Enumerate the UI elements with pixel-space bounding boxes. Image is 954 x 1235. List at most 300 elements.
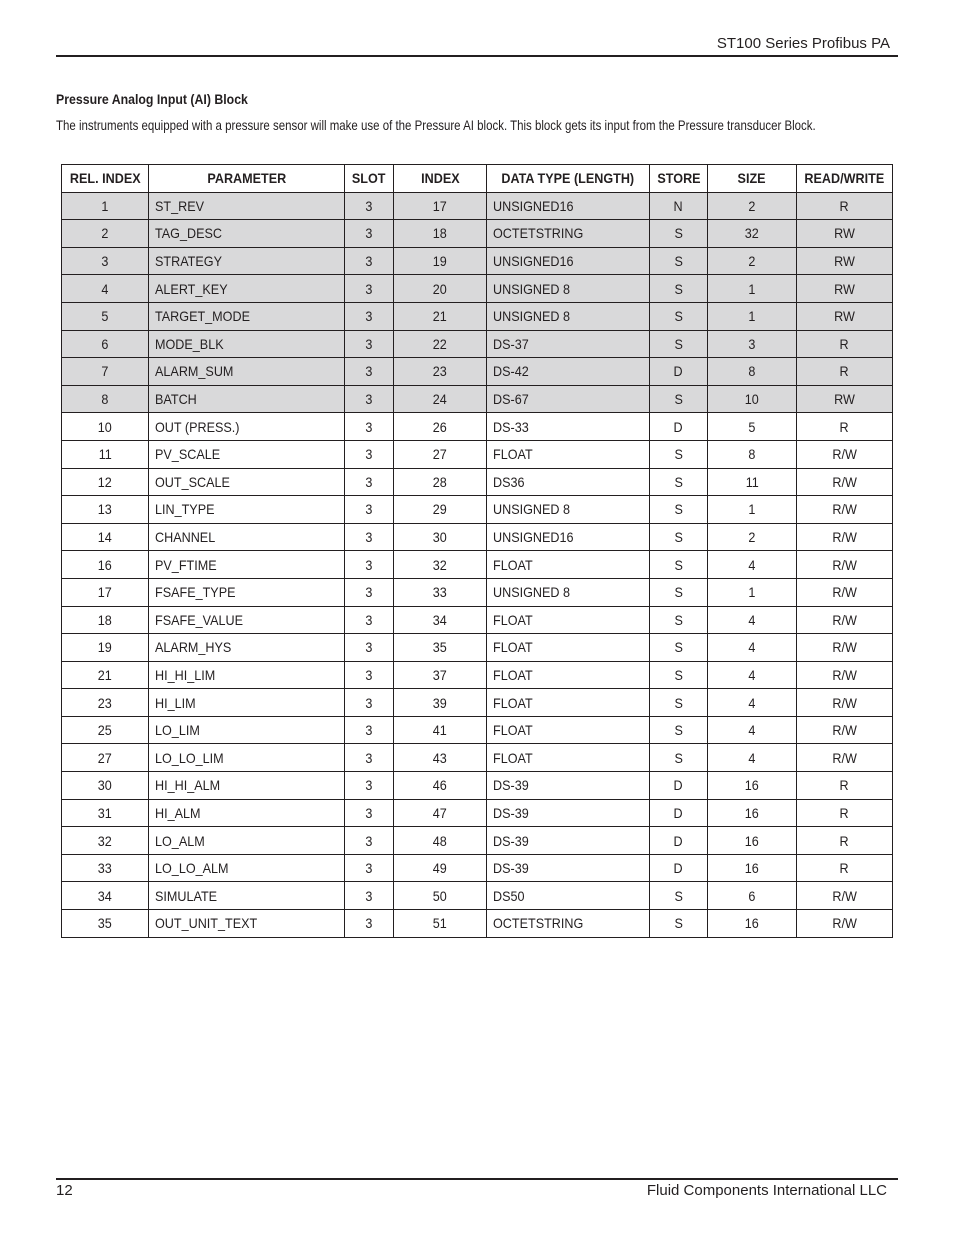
table-cell-value: S [674, 639, 683, 656]
table-cell-value: 3 [365, 391, 373, 408]
column-header [487, 165, 650, 193]
table-row [62, 799, 893, 827]
table-cell [487, 910, 650, 938]
table-cell [345, 496, 394, 524]
table-cell [708, 385, 797, 413]
table-cell [650, 827, 708, 855]
table-cell-value: 16 [744, 832, 760, 849]
table-cell-value: 51 [432, 915, 448, 932]
table-cell-value: FLOAT [493, 639, 533, 656]
table-cell [650, 606, 708, 634]
table-cell-value: 4 [748, 722, 756, 739]
table-cell-value: 26 [432, 418, 448, 435]
table-cell-value: S [674, 584, 683, 601]
table-cell-value: 27 [97, 749, 113, 766]
table-cell [797, 192, 893, 220]
table-cell [394, 827, 487, 855]
table-cell-value: FLOAT [493, 694, 533, 711]
table-cell-value: 12 [97, 473, 113, 490]
table-row [62, 772, 893, 800]
table-cell [487, 358, 650, 386]
table-cell-value: 21 [97, 666, 113, 683]
table-cell [394, 578, 487, 606]
parameter-table [61, 164, 893, 938]
table-row [62, 689, 893, 717]
column-header [345, 165, 394, 193]
table-cell-value: R [839, 777, 850, 794]
table-cell [394, 192, 487, 220]
table-cell [708, 220, 797, 248]
table-cell [650, 358, 708, 386]
table-cell-value: 47 [432, 804, 448, 821]
table-cell-value: 29 [432, 501, 448, 518]
column-header-label: SLOT [352, 170, 386, 187]
table-cell-value: 3 [365, 473, 373, 490]
table-cell [62, 772, 149, 800]
table-cell [345, 385, 394, 413]
table-cell-value: ALERT_KEY [155, 280, 228, 297]
table-cell [345, 413, 394, 441]
column-header-label: READ/WRITE [804, 170, 885, 187]
table-cell-value: D [673, 363, 684, 380]
table-cell-value: S [674, 887, 683, 904]
table-cell-value: 6 [101, 335, 109, 352]
table-cell [797, 523, 893, 551]
table-cell [149, 827, 345, 855]
table-cell [62, 551, 149, 579]
table-header-row [62, 165, 893, 193]
table-cell [797, 716, 893, 744]
table-cell [487, 882, 650, 910]
table-cell-value: 3 [365, 804, 373, 821]
table-cell-value: RW [834, 225, 855, 242]
table-cell-value: S [674, 529, 683, 546]
table-cell [650, 551, 708, 579]
table-cell [797, 440, 893, 468]
table-cell [149, 220, 345, 248]
column-header-label: INDEX [420, 170, 460, 187]
table-cell [650, 330, 708, 358]
table-cell-value: 10 [97, 418, 113, 435]
table-cell-value: HI_HI_LIM [155, 666, 216, 683]
table-cell [487, 440, 650, 468]
table-cell-value: UNSIGNED 8 [493, 501, 571, 518]
table-cell [149, 275, 345, 303]
table-cell [149, 910, 345, 938]
table-cell [394, 468, 487, 496]
table-cell-value: 1 [748, 280, 756, 297]
table-cell [708, 413, 797, 441]
table-cell [487, 468, 650, 496]
table-cell [62, 275, 149, 303]
table-cell-value: 2 [748, 197, 756, 214]
table-cell-value: 3 [365, 887, 373, 904]
table-cell-value: 8 [101, 391, 109, 408]
table-cell [650, 882, 708, 910]
table-cell-value: D [673, 777, 684, 794]
table-cell-value: RW [834, 280, 855, 297]
table-cell-value: 3 [101, 253, 109, 270]
table-cell [62, 385, 149, 413]
table-cell-value: 3 [365, 308, 373, 325]
table-cell [708, 358, 797, 386]
table-cell [62, 716, 149, 744]
table-cell [149, 468, 345, 496]
table-cell-value: FLOAT [493, 611, 533, 628]
table-cell-value: 32 [432, 556, 448, 573]
table-cell [797, 385, 893, 413]
table-cell [149, 440, 345, 468]
table-cell-value: R/W [832, 584, 857, 601]
table-cell-value: UNSIGNED 8 [493, 280, 571, 297]
table-cell [345, 468, 394, 496]
table-cell [149, 799, 345, 827]
table-row [62, 606, 893, 634]
table-cell [650, 385, 708, 413]
table-cell-value: S [674, 611, 683, 628]
table-cell-value: 25 [97, 722, 113, 739]
table-cell [650, 275, 708, 303]
table-cell-value: 16 [744, 860, 760, 877]
table-cell [650, 496, 708, 524]
table-cell-value: R/W [832, 694, 857, 711]
table-cell-value: 18 [97, 611, 113, 628]
table-cell [149, 551, 345, 579]
table-cell [394, 882, 487, 910]
table-row [62, 385, 893, 413]
table-row [62, 413, 893, 441]
column-header-label: STORE [656, 170, 701, 187]
table-cell [394, 220, 487, 248]
table-cell [487, 661, 650, 689]
table-cell [394, 854, 487, 882]
table-cell-value: R [839, 804, 850, 821]
table-cell [394, 247, 487, 275]
table-cell [394, 716, 487, 744]
table-cell [797, 689, 893, 717]
table-cell-value: LO_LIM [155, 722, 200, 739]
table-cell [708, 772, 797, 800]
table-cell-value: 3 [365, 363, 373, 380]
table-cell [650, 468, 708, 496]
table-cell-value: HI_LIM [155, 694, 196, 711]
table-cell [708, 716, 797, 744]
table-cell [797, 772, 893, 800]
table-cell [62, 523, 149, 551]
table-cell [708, 854, 797, 882]
table-cell [394, 772, 487, 800]
table-cell [345, 716, 394, 744]
table-cell [487, 192, 650, 220]
table-cell [62, 468, 149, 496]
table-cell-value: R/W [832, 722, 857, 739]
table-cell [394, 606, 487, 634]
table-cell-value: 3 [365, 639, 373, 656]
table-cell [149, 661, 345, 689]
table-cell [394, 634, 487, 662]
table-row [62, 827, 893, 855]
table-row [62, 275, 893, 303]
table-cell-value: 33 [97, 860, 113, 877]
table-cell [149, 744, 345, 772]
table-cell [708, 744, 797, 772]
table-cell-value: STRATEGY [155, 253, 222, 270]
table-cell [487, 220, 650, 248]
table-cell [149, 385, 345, 413]
table-cell-value: 35 [97, 915, 113, 932]
table-cell-value: S [674, 749, 683, 766]
table-cell [394, 440, 487, 468]
table-cell [650, 578, 708, 606]
footer-divider [56, 1178, 898, 1180]
table-cell-value: 32 [744, 225, 760, 242]
table-row [62, 523, 893, 551]
table-cell-value: S [674, 446, 683, 463]
table-cell-value: 24 [432, 391, 448, 408]
table-cell-value: 5 [101, 308, 109, 325]
table-cell [487, 496, 650, 524]
table-cell [394, 799, 487, 827]
table-cell-value: LIN_TYPE [155, 501, 215, 518]
table-cell [149, 854, 345, 882]
table-cell [62, 634, 149, 662]
table-cell-value: 6 [748, 887, 756, 904]
table-cell-value: 16 [97, 556, 113, 573]
table-cell [708, 523, 797, 551]
table-cell [394, 302, 487, 330]
table-cell-value: 16 [744, 777, 760, 794]
table-cell [708, 661, 797, 689]
table-cell [62, 192, 149, 220]
table-cell [708, 275, 797, 303]
table-cell [708, 468, 797, 496]
table-cell [708, 247, 797, 275]
table-cell [394, 689, 487, 717]
table-cell [487, 827, 650, 855]
table-cell-value: 30 [97, 777, 113, 794]
table-cell [345, 744, 394, 772]
table-cell [650, 744, 708, 772]
table-cell-value: 3 [365, 611, 373, 628]
table-cell [797, 634, 893, 662]
table-cell-value: UNSIGNED16 [493, 197, 574, 214]
table-cell [345, 551, 394, 579]
table-cell [149, 772, 345, 800]
table-row [62, 634, 893, 662]
table-cell-value: 3 [365, 722, 373, 739]
table-cell-value: S [674, 915, 683, 932]
table-cell [797, 358, 893, 386]
table-cell-value: 30 [432, 529, 448, 546]
table-cell-value: 5 [748, 418, 756, 435]
table-cell-value: FSAFE_VALUE [155, 611, 244, 628]
table-cell [487, 302, 650, 330]
table-cell [708, 882, 797, 910]
table-cell [650, 716, 708, 744]
table-cell [650, 440, 708, 468]
table-body [62, 192, 893, 937]
table-cell-value: 3 [365, 584, 373, 601]
table-row [62, 496, 893, 524]
table-cell-value: 34 [97, 887, 113, 904]
table-cell-value: 1 [101, 197, 109, 214]
table-cell [149, 578, 345, 606]
table-cell [345, 220, 394, 248]
table-cell [708, 578, 797, 606]
table-cell-value: UNSIGNED16 [493, 253, 574, 270]
table-cell [708, 689, 797, 717]
table-cell-value: DS-37 [493, 335, 529, 352]
table-cell-value: 3 [365, 777, 373, 794]
table-cell-value: FLOAT [493, 446, 533, 463]
table-cell [650, 799, 708, 827]
table-cell-value: S [674, 666, 683, 683]
table-cell [487, 385, 650, 413]
table-cell-value: DS-39 [493, 860, 529, 877]
table-cell [797, 496, 893, 524]
table-cell [149, 634, 345, 662]
table-cell [650, 523, 708, 551]
table-cell-value: 34 [432, 611, 448, 628]
table-cell [708, 496, 797, 524]
table-cell [487, 330, 650, 358]
table-cell [345, 275, 394, 303]
table-cell [62, 440, 149, 468]
table-cell [345, 578, 394, 606]
column-header-label: REL. INDEX [69, 170, 141, 187]
table-cell [708, 551, 797, 579]
table-cell-value: 14 [97, 529, 113, 546]
table-cell-value: 3 [365, 832, 373, 849]
table-cell-value: MODE_BLK [155, 335, 224, 352]
table-cell [487, 578, 650, 606]
table-cell-value: TAG_DESC [155, 225, 222, 242]
table-cell-value: FLOAT [493, 556, 533, 573]
table-cell-value: S [674, 253, 683, 270]
table-cell [487, 634, 650, 662]
table-cell [149, 523, 345, 551]
table-cell [394, 275, 487, 303]
table-cell-value: 3 [365, 197, 373, 214]
table-cell-value: R/W [832, 446, 857, 463]
table-cell [345, 634, 394, 662]
table-row [62, 330, 893, 358]
table-cell-value: R/W [832, 639, 857, 656]
table-cell [149, 716, 345, 744]
table-cell [487, 799, 650, 827]
column-header [394, 165, 487, 193]
table-cell-value: S [674, 225, 683, 242]
table-cell [487, 772, 650, 800]
table-cell [708, 330, 797, 358]
table-cell-value: S [674, 556, 683, 573]
table-cell-value: 18 [432, 225, 448, 242]
table-cell [62, 496, 149, 524]
table-cell-value: 50 [432, 887, 448, 904]
table-cell [62, 220, 149, 248]
table-cell [650, 247, 708, 275]
table-cell-value: DS50 [493, 887, 525, 904]
table-cell [650, 772, 708, 800]
table-cell-value: 2 [101, 225, 109, 242]
table-cell-value: 41 [432, 722, 448, 739]
table-cell-value: 4 [748, 749, 756, 766]
table-cell-value: R [839, 832, 850, 849]
table-row [62, 468, 893, 496]
table-cell-value: 16 [744, 915, 760, 932]
table-cell [62, 827, 149, 855]
table-cell [149, 302, 345, 330]
table-cell-value: SIMULATE [155, 887, 218, 904]
column-header-label: DATA TYPE (LENGTH) [501, 170, 635, 187]
table-cell-value: 20 [432, 280, 448, 297]
table-cell [650, 661, 708, 689]
table-cell-value: HI_ALM [155, 804, 201, 821]
table-cell [394, 413, 487, 441]
table-cell [345, 689, 394, 717]
table-cell [797, 302, 893, 330]
table-cell [797, 413, 893, 441]
table-cell [62, 606, 149, 634]
table-cell-value: 3 [365, 666, 373, 683]
table-cell [345, 661, 394, 689]
table-cell [797, 606, 893, 634]
table-cell-value: R [839, 418, 850, 435]
table-cell-value: S [674, 308, 683, 325]
column-header-label: PARAMETER [207, 170, 286, 187]
table-cell [487, 413, 650, 441]
section-description: The instruments equipped with a pressure sensor will make use of the Pressure AI block. This block gets its input from the Pressure transducer Block. [56, 117, 816, 133]
table-cell-value: 3 [365, 225, 373, 242]
table-cell-value: S [674, 501, 683, 518]
table-cell-value: OCTETSTRING [493, 915, 584, 932]
table-cell [149, 358, 345, 386]
table-cell [487, 716, 650, 744]
table-cell [708, 302, 797, 330]
table-cell [487, 689, 650, 717]
table-cell-value: 2 [748, 529, 756, 546]
table-cell [62, 358, 149, 386]
table-cell-value: R [839, 860, 850, 877]
table-cell-value: 27 [432, 446, 448, 463]
section-title: Pressure Analog Input (AI) Block [56, 91, 248, 107]
table-cell-value: DS-33 [493, 418, 529, 435]
footer-company-name: Fluid Components International LLC [646, 1182, 887, 1199]
table-cell-value: ALARM_HYS [155, 639, 232, 656]
table-cell [650, 413, 708, 441]
table-cell-value: 32 [97, 832, 113, 849]
table-cell-value: 3 [365, 253, 373, 270]
table-cell-value: 3 [365, 915, 373, 932]
table-cell-value: 3 [365, 335, 373, 352]
table-cell [650, 302, 708, 330]
table-cell-value: 16 [744, 804, 760, 821]
table-cell-value: 8 [748, 446, 756, 463]
table-cell [345, 192, 394, 220]
table-cell-value: 4 [748, 666, 756, 683]
table-cell-value: 23 [97, 694, 113, 711]
table-cell-value: S [674, 722, 683, 739]
table-cell [487, 854, 650, 882]
table-row [62, 302, 893, 330]
table-cell-value: R/W [832, 473, 857, 490]
table-cell-value: ALARM_SUM [155, 363, 234, 380]
table-cell [62, 799, 149, 827]
table-cell-value: ST_REV [155, 197, 205, 214]
column-header [62, 165, 149, 193]
table-cell-value: 4 [748, 694, 756, 711]
table-row [62, 744, 893, 772]
